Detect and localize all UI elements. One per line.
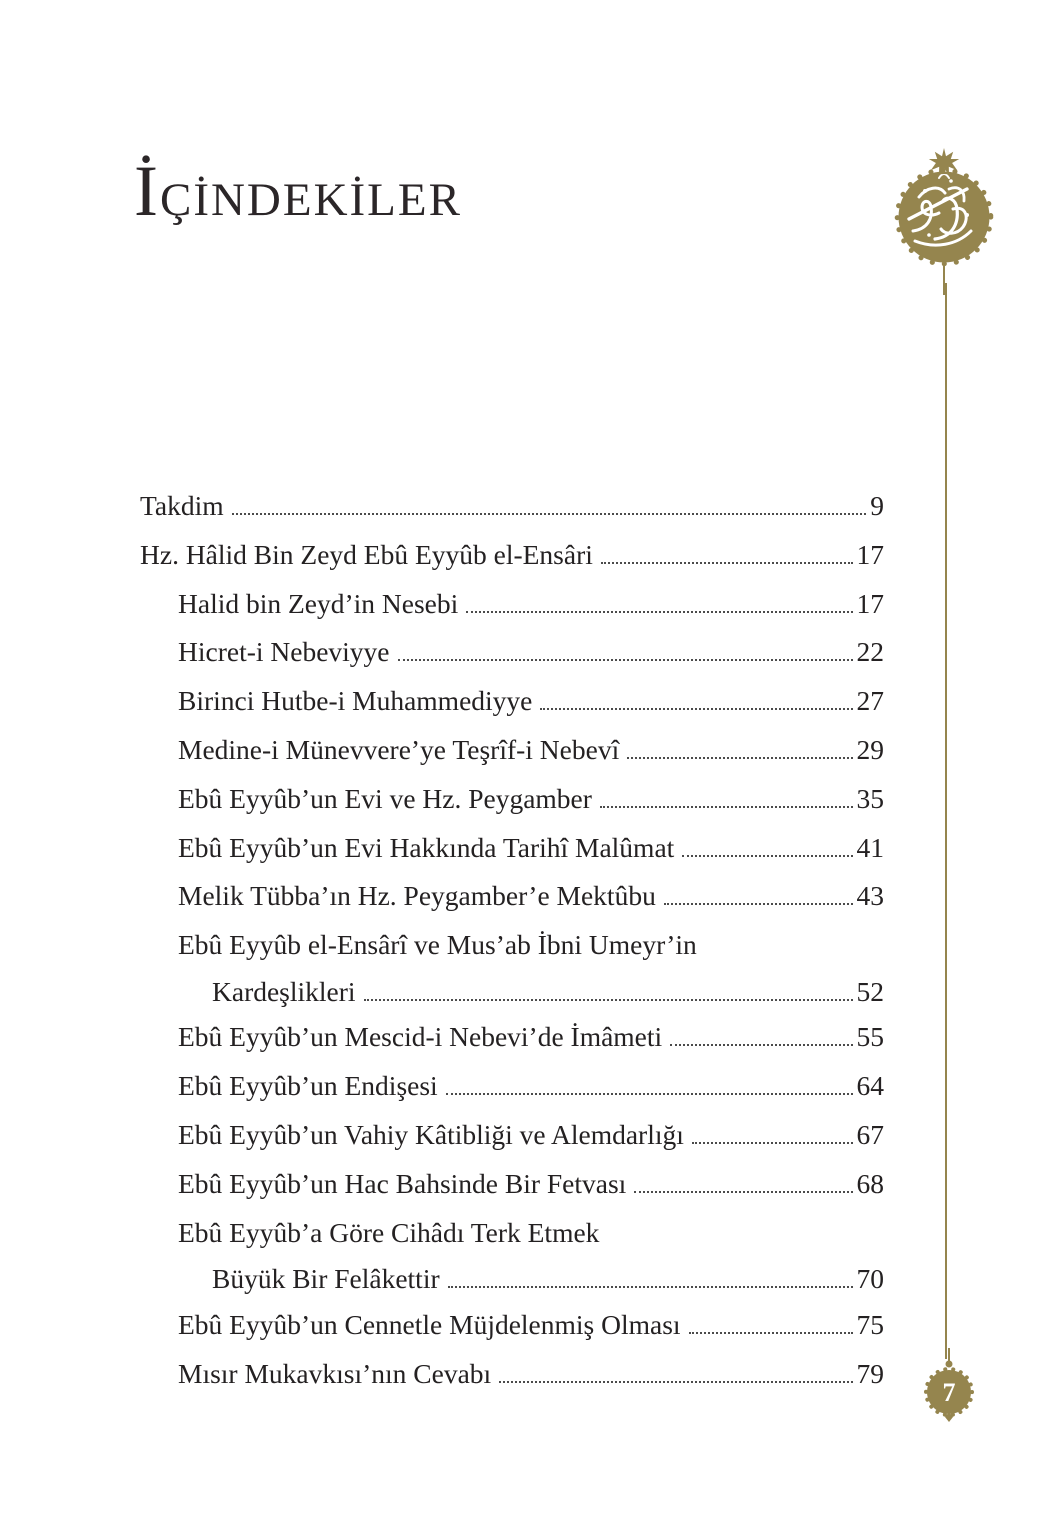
toc-entry bbox=[140, 482, 884, 531]
toc-entry-page-number: 70 bbox=[856, 1263, 884, 1295]
toc-list bbox=[140, 482, 884, 1399]
toc-entry bbox=[140, 1350, 884, 1399]
dot-leader bbox=[601, 562, 853, 564]
toc-entry-page-number: 79 bbox=[856, 1357, 884, 1389]
toc-entry bbox=[140, 775, 884, 824]
dot-leader bbox=[634, 1191, 852, 1193]
toc-entry bbox=[140, 1013, 884, 1062]
toc-entry-page-number: 9 bbox=[870, 490, 884, 521]
toc-entry-label: Ebû Eyyûb’un Evi ve Hz. Peygamber bbox=[178, 782, 592, 814]
page-number-medallion bbox=[918, 1348, 980, 1428]
toc-entry-label: Birinci Hutbe-i Muhammediyye bbox=[178, 685, 533, 717]
toc-entry-page-number: 64 bbox=[856, 1070, 884, 1102]
toc-entry-page-number: 17 bbox=[856, 538, 884, 570]
toc-entry-label-continued: Kardeşlikleri bbox=[212, 975, 356, 1007]
decorative-vertical-rule bbox=[945, 283, 947, 1359]
toc-entry bbox=[140, 872, 884, 921]
dot-leader bbox=[692, 1142, 853, 1144]
toc-entry bbox=[140, 580, 884, 629]
toc-entry-label: Halid bin Zeyd’in Nesebi bbox=[178, 587, 459, 619]
toc-entry-page-number: 43 bbox=[856, 880, 884, 912]
toc-entry-label: Mısır Mukavkısı’nın Cevabı bbox=[178, 1357, 492, 1389]
toc-entry-page-number: 27 bbox=[856, 685, 884, 717]
toc-entry bbox=[140, 824, 884, 873]
dot-leader bbox=[600, 806, 853, 808]
toc-entry bbox=[140, 726, 884, 775]
toc-entry bbox=[140, 1111, 884, 1160]
dot-leader bbox=[446, 1093, 853, 1095]
toc-entry-label: Ebû Eyyûb’un Evi Hakkında Tarihî Malûmat bbox=[178, 831, 675, 863]
dot-leader bbox=[364, 999, 853, 1001]
toc-entry-label: Ebû Eyyûb el-Ensârî ve Mus’ab İbni Umeyr’in bbox=[178, 929, 697, 961]
toc-entry bbox=[140, 531, 884, 580]
toc-entry-page-number: 52 bbox=[856, 975, 884, 1007]
toc-entry bbox=[140, 1209, 884, 1301]
calligraphy-medallion-ornament bbox=[879, 145, 1009, 295]
toc-entry-label: Ebû Eyyûb’un Mescid-i Nebevi’de İmâmeti bbox=[178, 1021, 663, 1053]
dot-leader bbox=[448, 1286, 853, 1288]
toc-entry-page-number: 35 bbox=[856, 782, 884, 814]
toc-entry-label: Hz. Hâlid Bin Zeyd Ebû Eyyûb el-Ensâri bbox=[140, 538, 593, 570]
toc-entry bbox=[140, 921, 884, 1013]
dot-leader bbox=[398, 659, 853, 661]
toc-entry-label: Ebû Eyyûb’un Cennetle Müjdelenmiş Olması bbox=[178, 1308, 681, 1340]
dot-leader bbox=[540, 708, 852, 710]
toc-entry-label: Medine-i Münevvere’ye Teşrîf-i Nebevî bbox=[178, 733, 620, 765]
toc-entry-page-number: 41 bbox=[856, 831, 884, 863]
dot-leader bbox=[670, 1044, 852, 1046]
toc-entry-label: Ebû Eyyûb’un Hac Bahsinde Bir Fetvası bbox=[178, 1167, 627, 1199]
toc-entry-label: Ebû Eyyûb’un Endişesi bbox=[178, 1070, 438, 1102]
dot-leader bbox=[499, 1381, 852, 1383]
toc-entry bbox=[140, 1301, 884, 1350]
toc-entry bbox=[140, 677, 884, 726]
toc-entry-page-number: 22 bbox=[856, 636, 884, 668]
toc-entry bbox=[140, 1160, 884, 1209]
toc-entry-label-continued: Büyük Bir Felâkettir bbox=[212, 1263, 440, 1295]
dot-leader bbox=[664, 903, 853, 905]
toc-entry bbox=[140, 1062, 884, 1111]
dot-leader bbox=[689, 1332, 853, 1334]
toc-entry-label: Ebû Eyyûb’a Göre Cihâdı Terk Etmek bbox=[178, 1216, 600, 1248]
toc-entry bbox=[140, 628, 884, 677]
toc-entry-label: Takdim bbox=[140, 490, 224, 521]
toc-entry-label: Ebû Eyyûb’un Vahiy Kâtibliği ve Alemdarlığı bbox=[178, 1119, 684, 1151]
toc-entry-label: Melik Tübba’ın Hz. Peygamber’e Mektûbu bbox=[178, 880, 656, 912]
toc-entry-page-number: 29 bbox=[856, 733, 884, 765]
toc-entry-page-number: 17 bbox=[856, 587, 884, 619]
toc-entry-page-number: 68 bbox=[856, 1167, 884, 1199]
dot-leader bbox=[466, 611, 852, 613]
toc-entry-page-number: 67 bbox=[856, 1119, 884, 1151]
toc-entry-page-number: 75 bbox=[856, 1308, 884, 1340]
dot-leader bbox=[682, 855, 852, 857]
toc-entry-label: Hicret-i Nebeviyye bbox=[178, 636, 390, 668]
toc-entry-page-number: 55 bbox=[856, 1021, 884, 1053]
page-number: 7 bbox=[942, 1378, 956, 1407]
dot-leader bbox=[627, 757, 852, 759]
dot-leader bbox=[232, 513, 867, 515]
page-title: İÇİNDEKİLER bbox=[134, 151, 462, 231]
